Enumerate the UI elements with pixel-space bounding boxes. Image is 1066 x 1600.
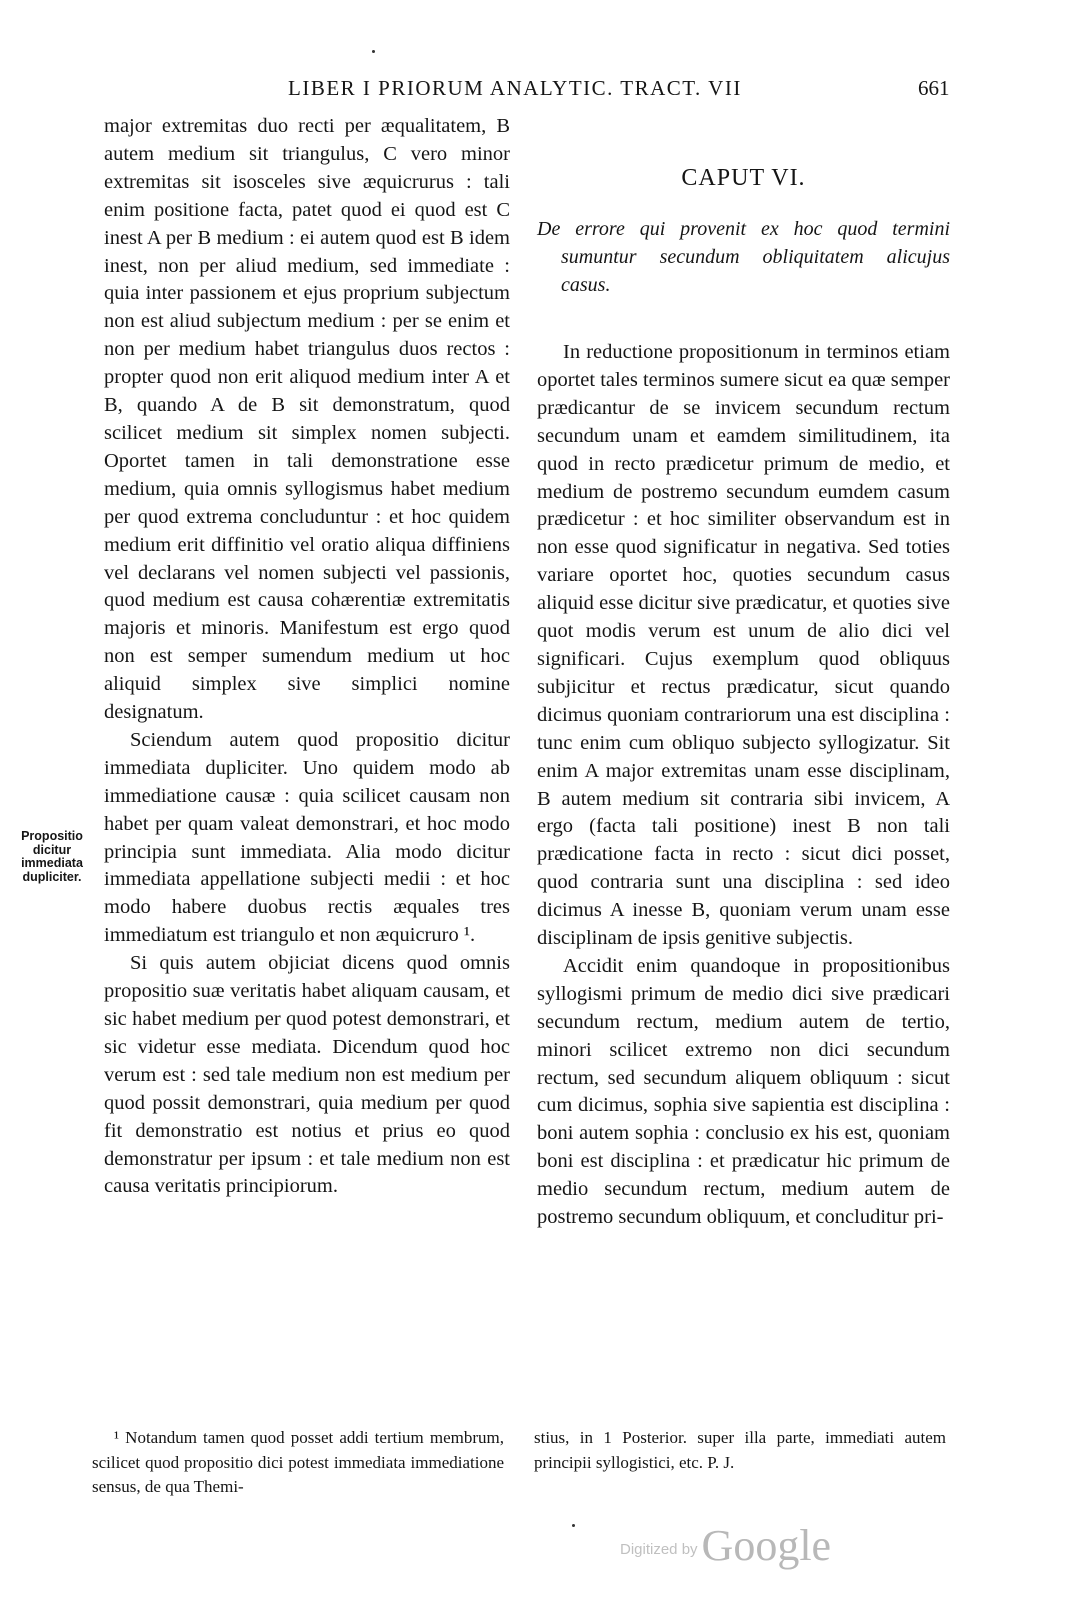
speck [572,1524,575,1527]
footnote-right [534,1426,946,1475]
watermark-digitized-text: Digitized by [620,1541,698,1558]
margin-note: Propositio dicitur immediata dupliciter. [21,829,83,884]
google-watermark [620,1520,831,1571]
page-header [0,68,1066,108]
page-number: 661 [918,76,950,100]
running-title: LIBER I PRIORUM ANALYTIC. TRACT. VII [288,76,742,100]
left-column [104,113,510,1201]
right-paragraph-2: Accidit enim quandoque in propositionibus syllogismi primum de medio dici sive prædicari secundum rectum, medium autem de tertio, minori scilicet extremo non dici secundum rectum, sed secundum aliquem obliquum : sicut cum dicimus, sophia sive sapientia est disciplina : boni autem sophia : conclusio ex his est, quoniam boni est disciplina : et prædicatur hic primum de medio secundum rectum, medium autem de postremo secundum obliquum, et concluditur pri- [537,954,950,1229]
left-paragraph-1: major extremitas duo recti per æqualitatem, B autem medium sit triangulus, C vero minor extremitas sit isosceles sive æquicrurus : tali enim positione facta, patet quod ei quod est C inest A per B medium : ei autem quod est B idem inest, non per aliud medium, sed immediate : quia inter passionem et ejus proprium subjectum non est aliud subjectum medium : per se enim et non per medium habet triangulus duos rectos : propter quod non erit aliquod medium inter A et B, quando A de B sit demonstratum, quod scilicet medium sit simplex nomen subjecti. Oportet tamen in tali demonstratione esse medium, quia omnis syllogismus habet medium per quod extrema concluduntur : et hoc quidem medium erit diffinitio vel oratio aliqua diffiniens vel declarans vel nomen subjecti vel passionis, quod medium est causa cohærentiæ extremitatis majoris et minoris. Manifestum est ergo quod non est semper sumendum medium ut hoc aliquid simplex sive simplici nomine designatum. [104,115,510,724]
footnote-right-text: stius, in 1 Posterior. super illa parte, immediati autem principii syllogistici, etc. P. J. [534,1428,946,1472]
chapter-subtitle: De errore qui provenit ex hoc quod termini sumuntur secundum obliquitatem alicujus casus. [537,218,950,296]
chapter-title: CAPUT VI. [681,165,806,191]
left-paragraph-2: Sciendum autem quod propositio dicitur immediata dupliciter. Uno quidem modo ab immediatione causæ : quia scilicet causam non habet per quam valeat demonstrari, et hoc modo principia sunt immediata. Alia modo dicitur immediata appellatione subjecti medii : et hoc modo habere duobus rectis æquales tres immediatum est triangulo et non æquicruro ¹. [104,728,510,947]
left-paragraph-3: Si quis autem objiciat dicens quod omnis propositio suæ veritatis habet aliquam causam, et sic habet medium per quod potest demonstrari, et sic videtur esse mediata. Dicendum quod hoc verum est : sed tale medium non est medium per quod possit demonstrari, quia medium per quod fit demonstratio est notius et prius eo quod demonstratur per ipsum : et tale medium non est causa veritatis principiorum. [104,952,510,1198]
footnote-left-text: ¹ Notandum tamen quod posset addi tertium membrum, scilicet quod propositio dici potest immediata immediatione sensus, de qua Themi- [92,1428,504,1496]
speck [372,50,375,53]
watermark-google-logo: Google [701,1521,832,1570]
right-paragraph-1: In reductione propositionum in terminos etiam oportet tales terminos sumere sicut ea quæ semper prædicantur de se invicem secundum rectum secundum unam et eamdem similitudinem, ita quod in recto prædicetur primum de medio, et medium de postremo secundum eumdem casum prædicetur : et hoc similiter observandum est in non esse quod significatur in negativa. Sed toties variare oportet hoc, quoties secundum casus aliquid esse dicitur sive prædicatur, et quoties sive quot modis verum est unum de alio dici vel significari. Cujus exemplum quod obliquus subjicitur et rectus prædicatur, sicut quando dicimus quoniam contrariorum una est disciplina : tunc enim cum obliquo subjecto syllogizatur. Sit enim A major extremitas unam esse disciplinam, B autem medium sit contraria sibi invicem, A ergo (facta tali positione) inest B non tali prædicatione facta in recto : sicut dici posset, quod contraria sunt una disciplina : sed ideo dicimus A inesse B, quoniam verum unam esse disciplinam de ipsis genitive subjectis. [537,341,950,950]
right-column [537,163,950,1232]
footnote-left [92,1426,504,1500]
